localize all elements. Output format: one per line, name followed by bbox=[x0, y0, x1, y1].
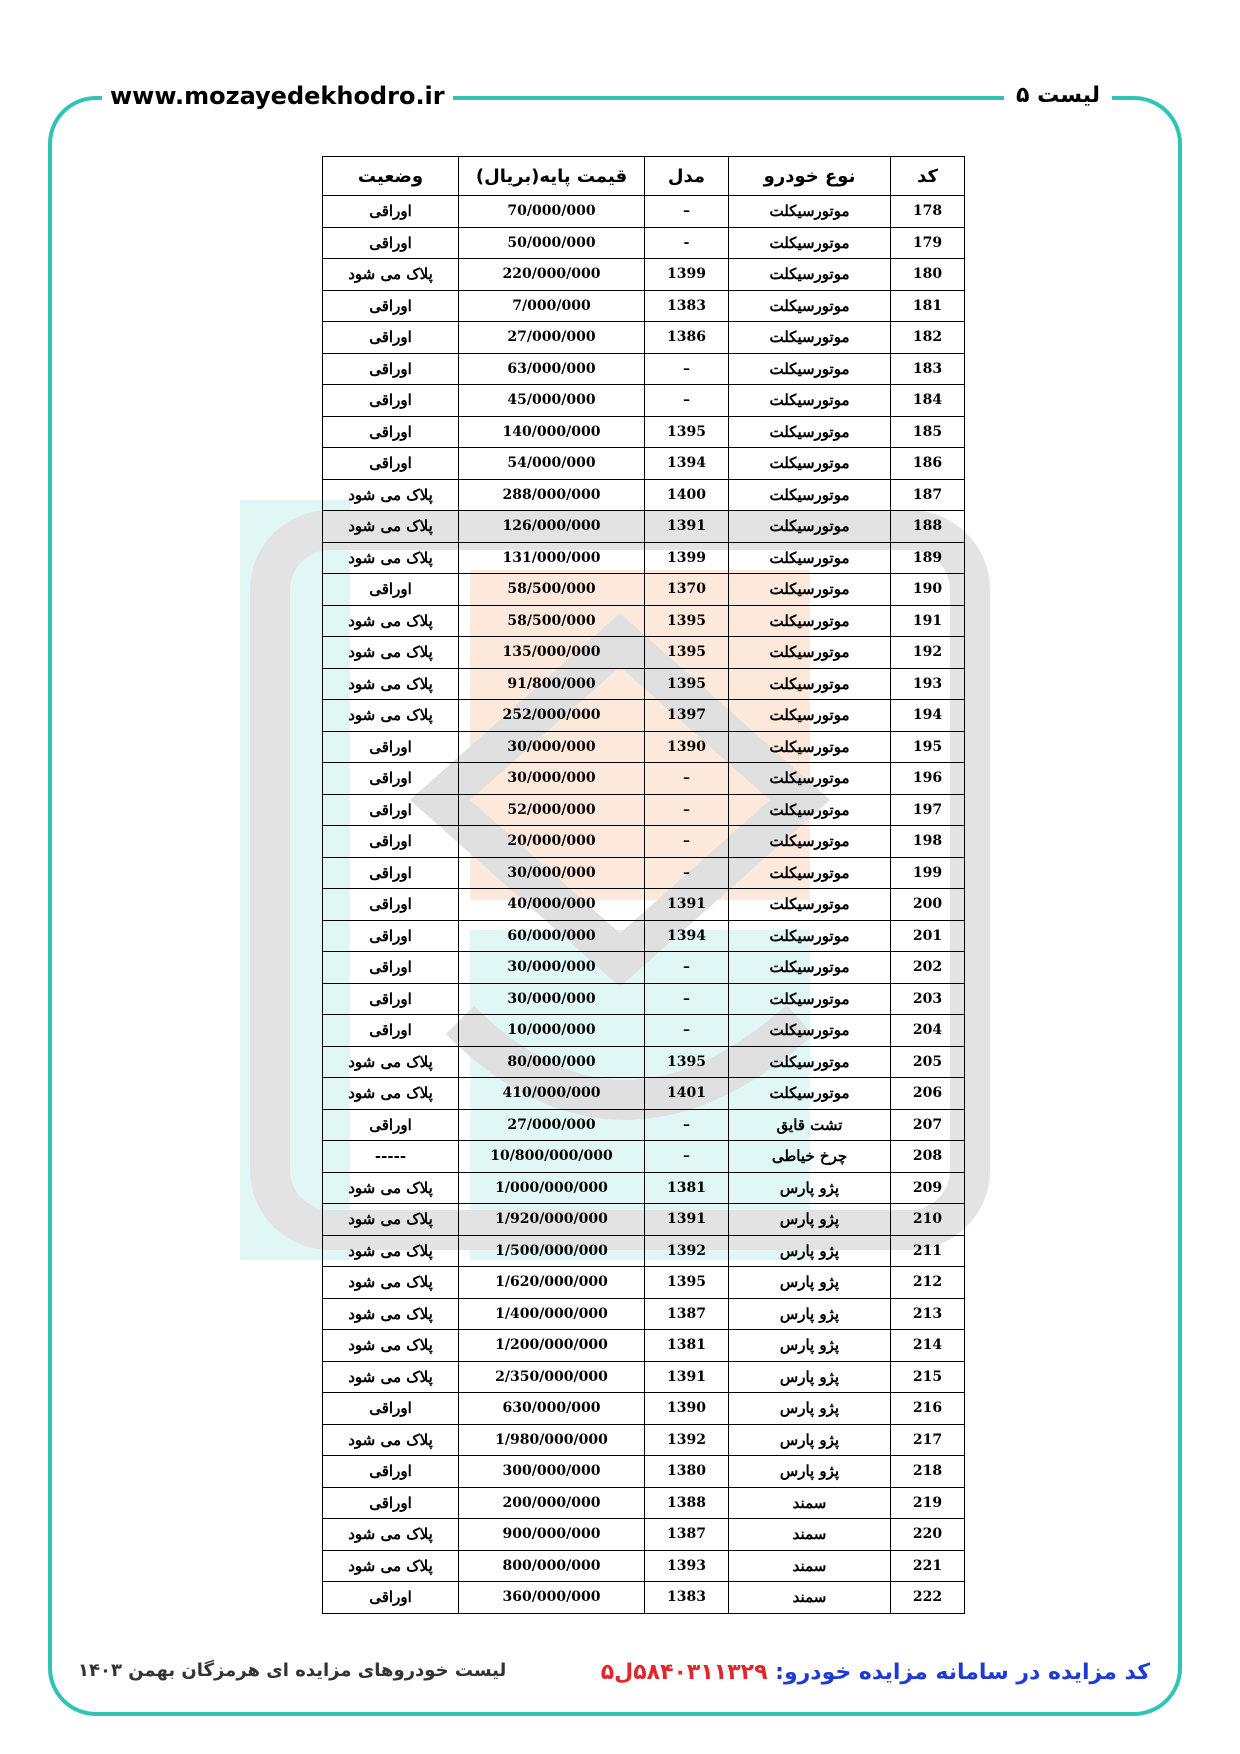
cell-type: پژو پارس bbox=[729, 1393, 891, 1425]
cell-model: – bbox=[645, 826, 729, 858]
cell-price: 60/000/000 bbox=[459, 920, 645, 952]
cell-model: 1395 bbox=[645, 1267, 729, 1299]
cell-code: 193 bbox=[891, 668, 965, 700]
table-row bbox=[323, 889, 965, 921]
website-url[interactable]: www.mozayedekhodro.ir bbox=[102, 80, 453, 112]
cell-status: پلاک می شود bbox=[323, 511, 459, 543]
cell-code: 180 bbox=[891, 259, 965, 291]
table-row bbox=[323, 1078, 965, 1110]
cell-price: 91/800/000 bbox=[459, 668, 645, 700]
cell-model: – bbox=[645, 1141, 729, 1173]
table-row bbox=[323, 826, 965, 858]
cell-code: 208 bbox=[891, 1141, 965, 1173]
cell-status: اوراقی bbox=[323, 1015, 459, 1047]
cell-status: پلاک می شود bbox=[323, 479, 459, 511]
cell-type: موتورسیکلت bbox=[729, 857, 891, 889]
cell-status: پلاک می شود bbox=[323, 700, 459, 732]
cell-code: 218 bbox=[891, 1456, 965, 1488]
cell-status: اوراقی bbox=[323, 574, 459, 606]
cell-model: 1395 bbox=[645, 1046, 729, 1078]
cell-status: پلاک می شود bbox=[323, 1550, 459, 1582]
cell-price: 40/000/000 bbox=[459, 889, 645, 921]
column-header-model: مدل bbox=[645, 157, 729, 196]
cell-code: 201 bbox=[891, 920, 965, 952]
cell-type: موتورسیکلت bbox=[729, 259, 891, 291]
cell-type: پژو پارس bbox=[729, 1172, 891, 1204]
cell-price: 252/000/000 bbox=[459, 700, 645, 732]
cell-type: موتورسیکلت bbox=[729, 479, 891, 511]
cell-model: – bbox=[645, 952, 729, 984]
table-row bbox=[323, 1267, 965, 1299]
cell-type: پژو پارس bbox=[729, 1267, 891, 1299]
cell-status: اوراقی bbox=[323, 416, 459, 448]
table-row bbox=[323, 479, 965, 511]
cell-code: 200 bbox=[891, 889, 965, 921]
cell-status: اوراقی bbox=[323, 952, 459, 984]
cell-model: 1392 bbox=[645, 1424, 729, 1456]
cell-status: پلاک می شود bbox=[323, 1519, 459, 1551]
cell-code: 186 bbox=[891, 448, 965, 480]
cell-price: 10/800/000/000 bbox=[459, 1141, 645, 1173]
auction-code-line bbox=[601, 1660, 1150, 1685]
cell-code: 209 bbox=[891, 1172, 965, 1204]
cell-status: پلاک می شود bbox=[323, 1298, 459, 1330]
cell-type: سمند bbox=[729, 1487, 891, 1519]
cell-model: 1380 bbox=[645, 1456, 729, 1488]
cell-price: 630/000/000 bbox=[459, 1393, 645, 1425]
cell-type: پژو پارس bbox=[729, 1361, 891, 1393]
cell-model: 1399 bbox=[645, 259, 729, 291]
cell-type: موتورسیکلت bbox=[729, 826, 891, 858]
cell-price: 58/500/000 bbox=[459, 574, 645, 606]
cell-model: 1395 bbox=[645, 416, 729, 448]
cell-model: 1386 bbox=[645, 322, 729, 354]
cell-model: – bbox=[645, 794, 729, 826]
cell-type: موتورسیکلت bbox=[729, 227, 891, 259]
cell-price: 63/000/000 bbox=[459, 353, 645, 385]
table-row bbox=[323, 700, 965, 732]
list-title: لیست خودروهای مزایده ای هرمزگان بهمن ۱۴۰۳ bbox=[78, 1660, 507, 1681]
cell-status: پلاک می شود bbox=[323, 1330, 459, 1362]
cell-model: 1395 bbox=[645, 637, 729, 669]
cell-code: 192 bbox=[891, 637, 965, 669]
column-header-price: قیمت پایه(بریال) bbox=[459, 157, 645, 196]
cell-model: 1392 bbox=[645, 1235, 729, 1267]
cell-model: 1387 bbox=[645, 1519, 729, 1551]
cell-type: موتورسیکلت bbox=[729, 290, 891, 322]
cell-model: – bbox=[645, 1109, 729, 1141]
cell-code: 207 bbox=[891, 1109, 965, 1141]
table-row bbox=[323, 416, 965, 448]
cell-model: 1399 bbox=[645, 542, 729, 574]
cell-code: 185 bbox=[891, 416, 965, 448]
cell-price: 900/000/000 bbox=[459, 1519, 645, 1551]
cell-model: 1390 bbox=[645, 1393, 729, 1425]
cell-status: پلاک می شود bbox=[323, 605, 459, 637]
cell-type: سمند bbox=[729, 1519, 891, 1551]
cell-status: اوراقی bbox=[323, 385, 459, 417]
cell-price: 30/000/000 bbox=[459, 952, 645, 984]
cell-code: 179 bbox=[891, 227, 965, 259]
cell-code: 194 bbox=[891, 700, 965, 732]
cell-model: 1390 bbox=[645, 731, 729, 763]
cell-status: اوراقی bbox=[323, 731, 459, 763]
cell-price: 1/000/000/000 bbox=[459, 1172, 645, 1204]
cell-type: موتورسیکلت bbox=[729, 542, 891, 574]
cell-status: اوراقی bbox=[323, 1582, 459, 1614]
cell-status: پلاک می شود bbox=[323, 1204, 459, 1236]
cell-code: 187 bbox=[891, 479, 965, 511]
table-row bbox=[323, 1109, 965, 1141]
cell-type: سمند bbox=[729, 1550, 891, 1582]
table-row bbox=[323, 1487, 965, 1519]
table-row bbox=[323, 290, 965, 322]
cell-model: – bbox=[645, 353, 729, 385]
cell-price: 410/000/000 bbox=[459, 1078, 645, 1110]
cell-price: 220/000/000 bbox=[459, 259, 645, 291]
cell-price: 140/000/000 bbox=[459, 416, 645, 448]
cell-status: پلاک می شود bbox=[323, 1267, 459, 1299]
cell-price: 1/200/000/000 bbox=[459, 1330, 645, 1362]
table-row bbox=[323, 1235, 965, 1267]
cell-price: 54/000/000 bbox=[459, 448, 645, 480]
cell-code: 204 bbox=[891, 1015, 965, 1047]
cell-price: 300/000/000 bbox=[459, 1456, 645, 1488]
cell-type: موتورسیکلت bbox=[729, 983, 891, 1015]
cell-type: موتورسیکلت bbox=[729, 353, 891, 385]
cell-code: 211 bbox=[891, 1235, 965, 1267]
cell-status: پلاک می شود bbox=[323, 1361, 459, 1393]
table-row bbox=[323, 511, 965, 543]
cell-code: 222 bbox=[891, 1582, 965, 1614]
cell-code: 213 bbox=[891, 1298, 965, 1330]
cell-price: 58/500/000 bbox=[459, 605, 645, 637]
cell-model: – bbox=[645, 857, 729, 889]
cell-type: پژو پارس bbox=[729, 1235, 891, 1267]
cell-type: موتورسیکلت bbox=[729, 794, 891, 826]
table-row bbox=[323, 353, 965, 385]
cell-model: 1395 bbox=[645, 668, 729, 700]
cell-type: موتورسیکلت bbox=[729, 196, 891, 228]
cell-type: پژو پارس bbox=[729, 1456, 891, 1488]
cell-price: 45/000/000 bbox=[459, 385, 645, 417]
column-header-status: وضعیت bbox=[323, 157, 459, 196]
cell-code: 182 bbox=[891, 322, 965, 354]
table-row bbox=[323, 668, 965, 700]
table-row bbox=[323, 259, 965, 291]
cell-status: پلاک می شود bbox=[323, 542, 459, 574]
table-row bbox=[323, 637, 965, 669]
cell-type: موتورسیکلت bbox=[729, 416, 891, 448]
cell-type: موتورسیکلت bbox=[729, 1078, 891, 1110]
cell-status: اوراقی bbox=[323, 1456, 459, 1488]
cell-price: 1/980/000/000 bbox=[459, 1424, 645, 1456]
table-row bbox=[323, 1172, 965, 1204]
cell-price: 70/000/000 bbox=[459, 196, 645, 228]
cell-status: اوراقی bbox=[323, 983, 459, 1015]
cell-status: اوراقی bbox=[323, 857, 459, 889]
cell-type: تشت قایق bbox=[729, 1109, 891, 1141]
table-row bbox=[323, 1424, 965, 1456]
cell-model: 1394 bbox=[645, 448, 729, 480]
cell-code: 197 bbox=[891, 794, 965, 826]
cell-type: موتورسیکلت bbox=[729, 700, 891, 732]
cell-code: 203 bbox=[891, 983, 965, 1015]
cell-price: 30/000/000 bbox=[459, 731, 645, 763]
cell-price: 20/000/000 bbox=[459, 826, 645, 858]
cell-status: اوراقی bbox=[323, 763, 459, 795]
cell-code: 199 bbox=[891, 857, 965, 889]
cell-type: موتورسیکلت bbox=[729, 889, 891, 921]
cell-type: پژو پارس bbox=[729, 1204, 891, 1236]
cell-price: 30/000/000 bbox=[459, 983, 645, 1015]
table-row bbox=[323, 574, 965, 606]
cell-status: اوراقی bbox=[323, 322, 459, 354]
cell-status: پلاک می شود bbox=[323, 637, 459, 669]
cell-type: موتورسیکلت bbox=[729, 605, 891, 637]
cell-code: 212 bbox=[891, 1267, 965, 1299]
table-row bbox=[323, 731, 965, 763]
cell-type: موتورسیکلت bbox=[729, 385, 891, 417]
cell-model: 1397 bbox=[645, 700, 729, 732]
cell-price: 30/000/000 bbox=[459, 857, 645, 889]
table-row bbox=[323, 322, 965, 354]
cell-model: 1395 bbox=[645, 605, 729, 637]
cell-type: پژو پارس bbox=[729, 1298, 891, 1330]
cell-model: – bbox=[645, 385, 729, 417]
table-row bbox=[323, 794, 965, 826]
table-row bbox=[323, 385, 965, 417]
cell-code: 195 bbox=[891, 731, 965, 763]
column-header-type: نوع خودرو bbox=[729, 157, 891, 196]
list-number: لیست ۵ bbox=[1004, 80, 1112, 112]
cell-code: 210 bbox=[891, 1204, 965, 1236]
cell-status: ----- bbox=[323, 1141, 459, 1173]
cell-type: موتورسیکلت bbox=[729, 952, 891, 984]
cell-code: 181 bbox=[891, 290, 965, 322]
cell-price: 200/000/000 bbox=[459, 1487, 645, 1519]
cell-code: 184 bbox=[891, 385, 965, 417]
cell-status: پلاک می شود bbox=[323, 259, 459, 291]
cell-price: 1/620/000/000 bbox=[459, 1267, 645, 1299]
cell-status: اوراقی bbox=[323, 1393, 459, 1425]
cell-status: اوراقی bbox=[323, 794, 459, 826]
table-row bbox=[323, 1330, 965, 1362]
cell-status: اوراقی bbox=[323, 196, 459, 228]
cell-model: – bbox=[645, 196, 729, 228]
cell-code: 206 bbox=[891, 1078, 965, 1110]
cell-price: 288/000/000 bbox=[459, 479, 645, 511]
cell-code: 205 bbox=[891, 1046, 965, 1078]
cell-model: – bbox=[645, 1015, 729, 1047]
cell-model: 1391 bbox=[645, 1361, 729, 1393]
cell-type: موتورسیکلت bbox=[729, 668, 891, 700]
cell-price: 52/000/000 bbox=[459, 794, 645, 826]
table-row bbox=[323, 448, 965, 480]
cell-status: پلاک می شود bbox=[323, 1424, 459, 1456]
cell-model: 1400 bbox=[645, 479, 729, 511]
cell-model: 1370 bbox=[645, 574, 729, 606]
cell-model: 1388 bbox=[645, 1487, 729, 1519]
table-row bbox=[323, 1393, 965, 1425]
table-row bbox=[323, 920, 965, 952]
cell-price: 80/000/000 bbox=[459, 1046, 645, 1078]
cell-code: 189 bbox=[891, 542, 965, 574]
cell-price: 50/000/000 bbox=[459, 227, 645, 259]
cell-price: 7/000/000 bbox=[459, 290, 645, 322]
cell-price: 1/920/000/000 bbox=[459, 1204, 645, 1236]
cell-status: اوراقی bbox=[323, 889, 459, 921]
cell-model: – bbox=[645, 983, 729, 1015]
cell-code: 190 bbox=[891, 574, 965, 606]
cell-status: پلاک می شود bbox=[323, 1046, 459, 1078]
cell-code: 198 bbox=[891, 826, 965, 858]
cell-model: 1381 bbox=[645, 1330, 729, 1362]
table-row bbox=[323, 1141, 965, 1173]
cell-model: 1383 bbox=[645, 290, 729, 322]
table-row bbox=[323, 196, 965, 228]
cell-code: 214 bbox=[891, 1330, 965, 1362]
table-row bbox=[323, 227, 965, 259]
cell-price: 800/000/000 bbox=[459, 1550, 645, 1582]
cell-model: 1393 bbox=[645, 1550, 729, 1582]
cell-model: 1383 bbox=[645, 1582, 729, 1614]
table-row bbox=[323, 1361, 965, 1393]
table-row bbox=[323, 983, 965, 1015]
cell-status: اوراقی bbox=[323, 1109, 459, 1141]
cell-code: 219 bbox=[891, 1487, 965, 1519]
cell-status: پلاک می شود bbox=[323, 1078, 459, 1110]
column-header-code: کد bbox=[891, 157, 965, 196]
cell-price: 126/000/000 bbox=[459, 511, 645, 543]
cell-price: 2/350/000/000 bbox=[459, 1361, 645, 1393]
cell-model: – bbox=[645, 763, 729, 795]
cell-status: پلاک می شود bbox=[323, 1172, 459, 1204]
cell-status: اوراقی bbox=[323, 290, 459, 322]
table-row bbox=[323, 1582, 965, 1614]
cell-status: اوراقی bbox=[323, 920, 459, 952]
table-row bbox=[323, 1015, 965, 1047]
cell-model: 1394 bbox=[645, 920, 729, 952]
cell-type: موتورسیکلت bbox=[729, 1046, 891, 1078]
auction-code-value: ۵۸۴۰۳۱۱۳۲۹ل۵ bbox=[600, 1660, 768, 1685]
cell-price: 27/000/000 bbox=[459, 1109, 645, 1141]
cell-status: اوراقی bbox=[323, 826, 459, 858]
cell-type: موتورسیکلت bbox=[729, 637, 891, 669]
cell-type: موتورسیکلت bbox=[729, 731, 891, 763]
cell-code: 220 bbox=[891, 1519, 965, 1551]
table-row bbox=[323, 857, 965, 889]
cell-code: 196 bbox=[891, 763, 965, 795]
auction-code-label: کد مزایده در سامانه مزایده خودرو: bbox=[775, 1660, 1150, 1685]
table-row bbox=[323, 1298, 965, 1330]
table-row bbox=[323, 1456, 965, 1488]
cell-code: 215 bbox=[891, 1361, 965, 1393]
cell-status: اوراقی bbox=[323, 1487, 459, 1519]
cell-model: 1391 bbox=[645, 889, 729, 921]
cell-type: پژو پارس bbox=[729, 1424, 891, 1456]
cell-status: اوراقی bbox=[323, 227, 459, 259]
cell-status: اوراقی bbox=[323, 353, 459, 385]
cell-code: 221 bbox=[891, 1550, 965, 1582]
cell-type: موتورسیکلت bbox=[729, 448, 891, 480]
cell-type: چرخ خیاطی bbox=[729, 1141, 891, 1173]
cell-price: 27/000/000 bbox=[459, 322, 645, 354]
cell-type: موتورسیکلت bbox=[729, 574, 891, 606]
cell-type: موتورسیکلت bbox=[729, 1015, 891, 1047]
cell-code: 191 bbox=[891, 605, 965, 637]
cell-price: 30/000/000 bbox=[459, 763, 645, 795]
cell-code: 178 bbox=[891, 196, 965, 228]
table-row bbox=[323, 1204, 965, 1236]
cell-price: 1/500/000/000 bbox=[459, 1235, 645, 1267]
cell-type: سمند bbox=[729, 1582, 891, 1614]
cell-status: پلاک می شود bbox=[323, 1235, 459, 1267]
cell-model: 1391 bbox=[645, 1204, 729, 1236]
cell-code: 183 bbox=[891, 353, 965, 385]
table-row bbox=[323, 1550, 965, 1582]
vehicle-table bbox=[322, 156, 965, 1614]
table-row bbox=[323, 952, 965, 984]
cell-model: 1401 bbox=[645, 1078, 729, 1110]
table-row bbox=[323, 605, 965, 637]
table-row bbox=[323, 1519, 965, 1551]
table-row bbox=[323, 763, 965, 795]
cell-type: موتورسیکلت bbox=[729, 511, 891, 543]
cell-code: 202 bbox=[891, 952, 965, 984]
cell-status: اوراقی bbox=[323, 448, 459, 480]
cell-type: موتورسیکلت bbox=[729, 322, 891, 354]
cell-type: موتورسیکلت bbox=[729, 920, 891, 952]
cell-status: پلاک می شود bbox=[323, 668, 459, 700]
cell-price: 135/000/000 bbox=[459, 637, 645, 669]
cell-model: 1387 bbox=[645, 1298, 729, 1330]
cell-code: 188 bbox=[891, 511, 965, 543]
cell-type: پژو پارس bbox=[729, 1330, 891, 1362]
cell-model: - bbox=[645, 227, 729, 259]
table-row bbox=[323, 542, 965, 574]
table-row bbox=[323, 1046, 965, 1078]
table-header-row bbox=[323, 157, 965, 196]
cell-price: 360/000/000 bbox=[459, 1582, 645, 1614]
cell-model: 1391 bbox=[645, 511, 729, 543]
cell-code: 216 bbox=[891, 1393, 965, 1425]
cell-price: 131/000/000 bbox=[459, 542, 645, 574]
cell-price: 1/400/000/000 bbox=[459, 1298, 645, 1330]
cell-type: موتورسیکلت bbox=[729, 763, 891, 795]
cell-code: 217 bbox=[891, 1424, 965, 1456]
cell-price: 10/000/000 bbox=[459, 1015, 645, 1047]
cell-model: 1381 bbox=[645, 1172, 729, 1204]
